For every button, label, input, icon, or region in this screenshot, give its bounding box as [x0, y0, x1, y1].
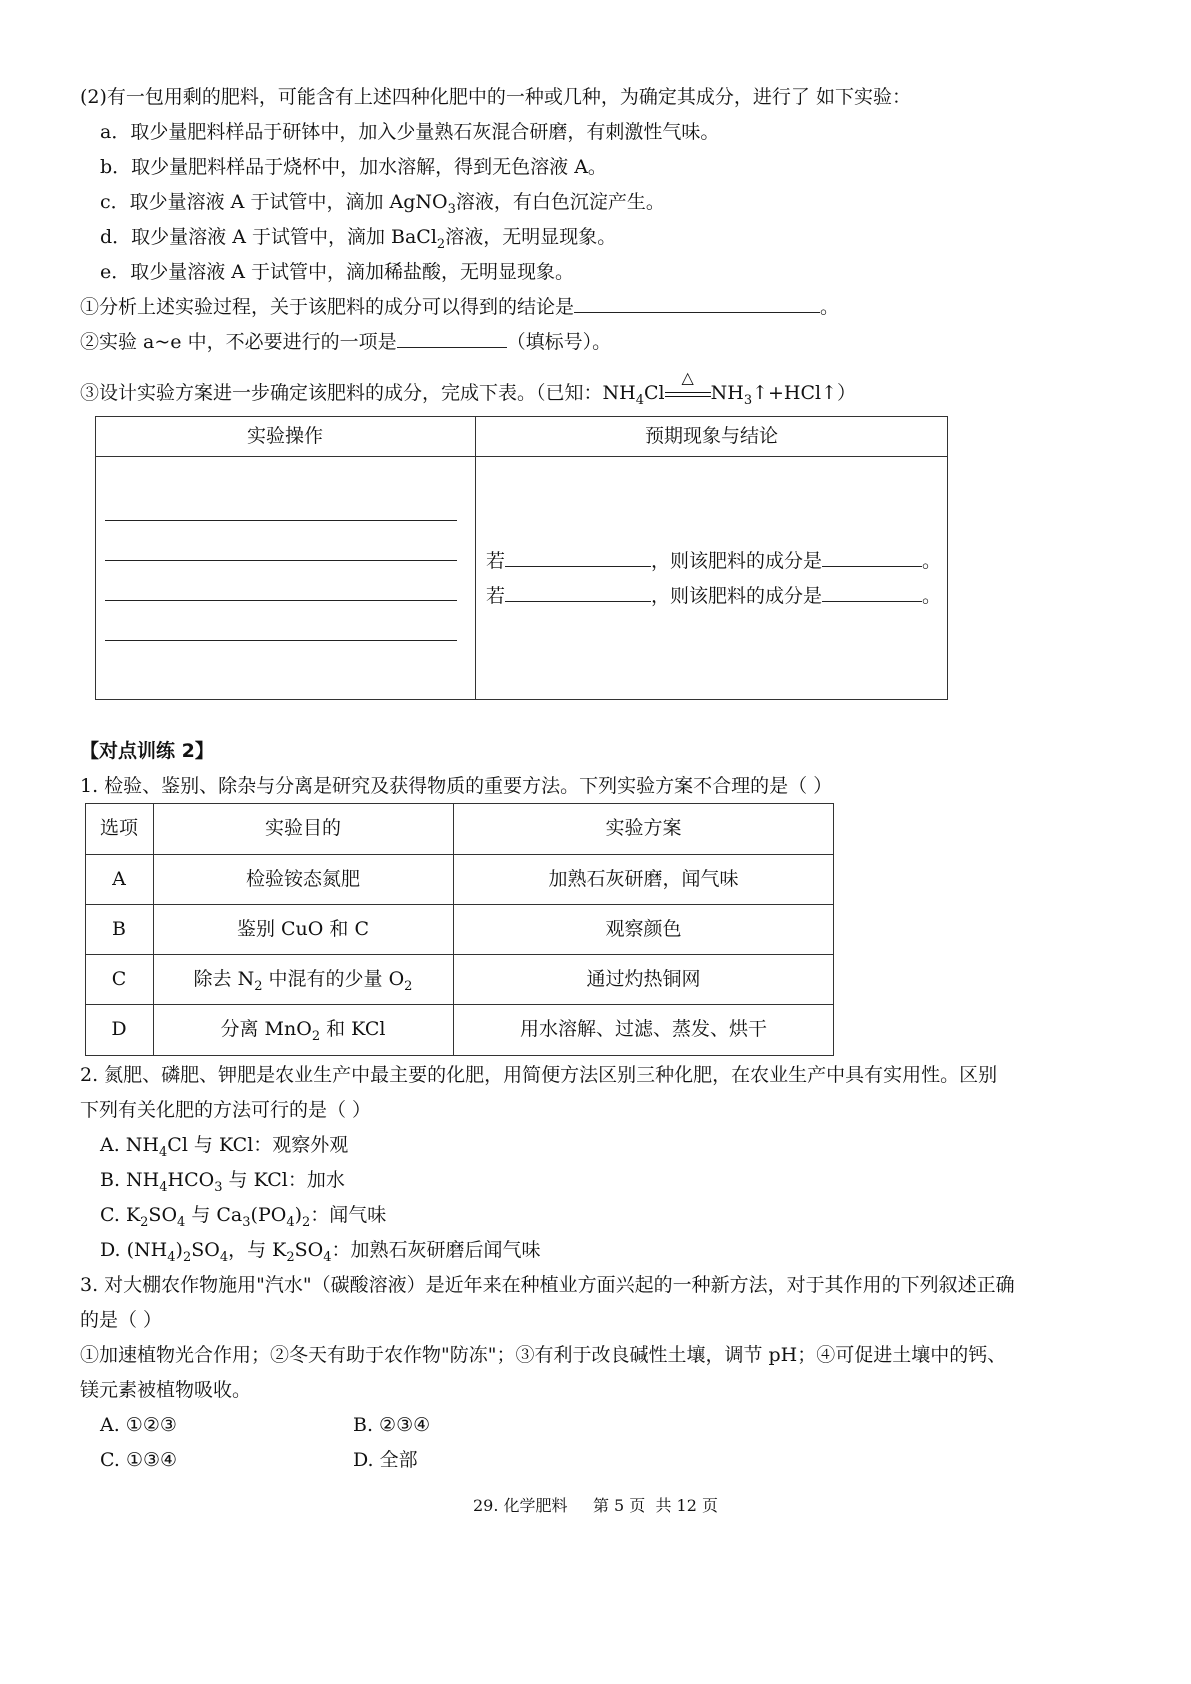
- q2b-part: HCO: [167, 1169, 215, 1191]
- operation-blank-3[interactable]: [105, 600, 457, 601]
- q2d-part: SO: [191, 1239, 220, 1261]
- q2b-sub: 4: [159, 1179, 168, 1195]
- header-operation: 实验操作: [246, 425, 323, 447]
- if-end: 。: [922, 550, 942, 572]
- step-a: a．取少量肥料样品于研钵中，加入少量熟石灰混合研磨，有刺激性气味。: [100, 121, 720, 143]
- if-word: 若: [486, 585, 506, 607]
- training-q2-stem-2: 下列有关化肥的方法可行的是（ ）: [80, 1099, 372, 1121]
- options-row-2: [85, 904, 834, 905]
- q2b-part: B. NH: [100, 1169, 160, 1191]
- row-d-plan: 用水溶解、过滤、蒸发、烘干: [519, 1018, 767, 1040]
- q2d-sub: 2: [182, 1249, 192, 1265]
- row-c-option: C: [111, 968, 127, 990]
- row-a-purpose: 检验铵态氮肥: [245, 868, 360, 890]
- phenomenon-blank-1[interactable]: [505, 565, 651, 567]
- q2d-sub: 4: [219, 1249, 229, 1265]
- step-c: [100, 193, 665, 216]
- question-1: [80, 298, 839, 317]
- q2a-part: A. NH: [100, 1134, 159, 1156]
- q2a-part: Cl 与 KCl：观察外观: [167, 1134, 349, 1156]
- composition-blank-1[interactable]: [822, 565, 922, 567]
- row-d-purpose-b: 和 KCl: [320, 1018, 386, 1040]
- row-c-purpose-a: 除去 N: [193, 968, 255, 990]
- answer-blank-1[interactable]: [574, 311, 820, 313]
- row-a-option: A: [112, 868, 126, 890]
- operation-blank-2[interactable]: [105, 560, 457, 561]
- col-header-option: 选项: [99, 817, 138, 839]
- result-line-2: [486, 587, 941, 606]
- q2c-part: ): [294, 1204, 303, 1226]
- q2c-part: (PO: [250, 1204, 287, 1226]
- q2d-sub: 4: [323, 1249, 332, 1265]
- row-c-sub-1: 2: [254, 978, 263, 994]
- step-b: b．取少量肥料样品于烧杯中，加水溶解，得到无色溶液 A。: [100, 156, 607, 178]
- q2d-part: ): [175, 1239, 183, 1261]
- row-c-purpose-b: 中混有的少量 O: [262, 968, 405, 990]
- design-table-divider: [475, 416, 476, 700]
- composition-blank-2[interactable]: [822, 600, 922, 602]
- if-end: 。: [922, 585, 942, 607]
- header-result: 预期现象与结论: [644, 425, 778, 447]
- training-q3-items-1: ①加速植物光合作用；②冬天有助于农作物"防冻"；③有利于改良碱性土壤，调节 pH；④可促进土壤中的钙、: [80, 1344, 1007, 1366]
- row-b-purpose: 鉴别 CuO 和 C: [236, 918, 369, 940]
- q3-option-d: D. 全部: [353, 1449, 418, 1471]
- q2c-part: ：闻气味: [310, 1204, 387, 1226]
- equal-sign: [665, 392, 711, 397]
- row-c-plan: 通过灼热铜网: [586, 968, 701, 990]
- q2c-sub: 4: [286, 1214, 295, 1230]
- options-row-1: [85, 854, 834, 855]
- q2-option-c: [100, 1206, 386, 1229]
- step-c-sub: 3: [447, 201, 456, 217]
- row-a-plan: 加熟石灰研磨，闻气味: [548, 868, 739, 890]
- q3-sub-3: 3: [743, 392, 753, 408]
- q3-tail: ↑+HCl↑）: [752, 382, 857, 404]
- row-c-sub-2: 2: [404, 978, 413, 994]
- question-1-end: 。: [820, 296, 840, 318]
- question-2-text: ②实验 a~e 中，不必要进行的一项是: [80, 331, 397, 353]
- training-q3-stem-2: 的是（ ）: [80, 1309, 163, 1331]
- training-title: 【对点训练 2】: [80, 740, 214, 762]
- step-d: [100, 228, 616, 251]
- page-footer: 29. 化学肥料 第 5 页 共 12 页: [472, 1496, 719, 1515]
- q3-nh: NH: [710, 382, 744, 404]
- step-e: e．取少量溶液 A 于试管中，滴加稀盐酸，无明显现象。: [100, 261, 575, 283]
- q2-option-b: [100, 1171, 345, 1194]
- question-2-end: （填标号）。: [506, 331, 612, 353]
- q2a-sub: 4: [159, 1144, 168, 1160]
- q2d-part: ，与 K: [228, 1239, 287, 1261]
- row-b-option: B: [112, 918, 126, 940]
- q2c-sub: 3: [242, 1214, 251, 1230]
- question-1-text: ①分析上述实验过程，关于该肥料的成分可以得到的结论是: [80, 296, 575, 318]
- row-d-option: D: [111, 1018, 127, 1040]
- step-d-text: d．取少量溶液 A 于试管中，滴加 BaCl: [100, 226, 437, 248]
- step-c-text: c．取少量溶液 A 于试管中，滴加 AgNO: [100, 191, 448, 213]
- q2b-part: 与 KCl：加水: [222, 1169, 345, 1191]
- step-d-tail: 溶液，无明显现象。: [445, 226, 617, 248]
- training-q3-items-2: 镁元素被植物吸收。: [80, 1379, 252, 1401]
- design-table-header-rule: [95, 456, 948, 457]
- q2d-part: ：加熟石灰研磨后闻气味: [331, 1239, 541, 1261]
- reaction-condition: △: [665, 392, 711, 397]
- row-d-purpose: [153, 1020, 453, 1043]
- q2c-part: SO: [148, 1204, 178, 1226]
- question-2: [80, 333, 611, 352]
- q2b-sub: 3: [214, 1179, 223, 1195]
- row-d-sub-1: 2: [311, 1028, 321, 1044]
- question-3: [80, 367, 857, 408]
- step-d-sub: 2: [436, 236, 446, 252]
- q2-option-d: [100, 1241, 541, 1264]
- q2d-part: SO: [294, 1239, 324, 1261]
- if-word: 若: [486, 550, 506, 572]
- q3-cl: Cl: [643, 382, 665, 404]
- training-q3-stem-1: 3. 对大棚农作物施用"汽水"（碳酸溶液）是近年来在种植业方面兴起的一种新方法，对于其作用的下列叙述正确: [80, 1274, 1015, 1296]
- result-line-1: [486, 552, 941, 571]
- answer-blank-2[interactable]: [397, 346, 507, 348]
- q3-sub-4: 4: [635, 392, 644, 408]
- phenomenon-blank-2[interactable]: [505, 600, 651, 602]
- q2c-sub: 4: [177, 1214, 186, 1230]
- q3-option-b: B. ②③④: [353, 1414, 431, 1436]
- operation-blank-4[interactable]: [105, 640, 457, 641]
- options-row-4: [85, 1004, 834, 1005]
- training-q2-stem-1: 2. 氮肥、磷肥、钾肥是农业生产中最主要的化肥，用简便方法区别三种化肥，在农业生产中具有实用性。区别: [80, 1064, 998, 1086]
- operation-blank-1[interactable]: [105, 520, 457, 521]
- question-3-text: ③设计实验方案进一步确定该肥料的成分，完成下表。（已知：NH: [80, 382, 636, 404]
- q2d-part: D. (NH: [100, 1239, 168, 1261]
- q2d-sub: 2: [286, 1249, 295, 1265]
- q2c-sub: 2: [140, 1214, 149, 1230]
- options-row-3: [85, 954, 834, 955]
- row-c-purpose: [153, 970, 453, 993]
- col-header-purpose: 实验目的: [264, 817, 341, 839]
- part2-intro: (2)有一包用剩的肥料，可能含有上述四种化肥中的一种或几种，为确定其成分，进行了 如下实验：: [80, 86, 911, 108]
- row-d-purpose-a: 分离 MnO: [220, 1018, 312, 1040]
- q2-option-a: [100, 1136, 348, 1159]
- row-b-plan: 观察颜色: [605, 918, 682, 940]
- if-middle: ，则该肥料的成分是: [651, 550, 823, 572]
- q2c-sub: 2: [302, 1214, 311, 1230]
- step-c-tail: 溶液，有白色沉淀产生。: [455, 191, 665, 213]
- if-middle: ，则该肥料的成分是: [651, 585, 823, 607]
- training-q1-stem: 1. 检验、鉴别、除杂与分离是研究及获得物质的重要方法。下列实验方案不合理的是（ ）: [80, 775, 833, 797]
- q2c-part: 与 Ca: [185, 1204, 243, 1226]
- col-header-plan: 实验方案: [605, 817, 682, 839]
- q2d-sub: 4: [167, 1249, 176, 1265]
- q3-option-c: C. ①③④: [100, 1449, 178, 1471]
- q3-option-a: A. ①②③: [100, 1414, 177, 1436]
- q2c-part: C. K: [100, 1204, 141, 1226]
